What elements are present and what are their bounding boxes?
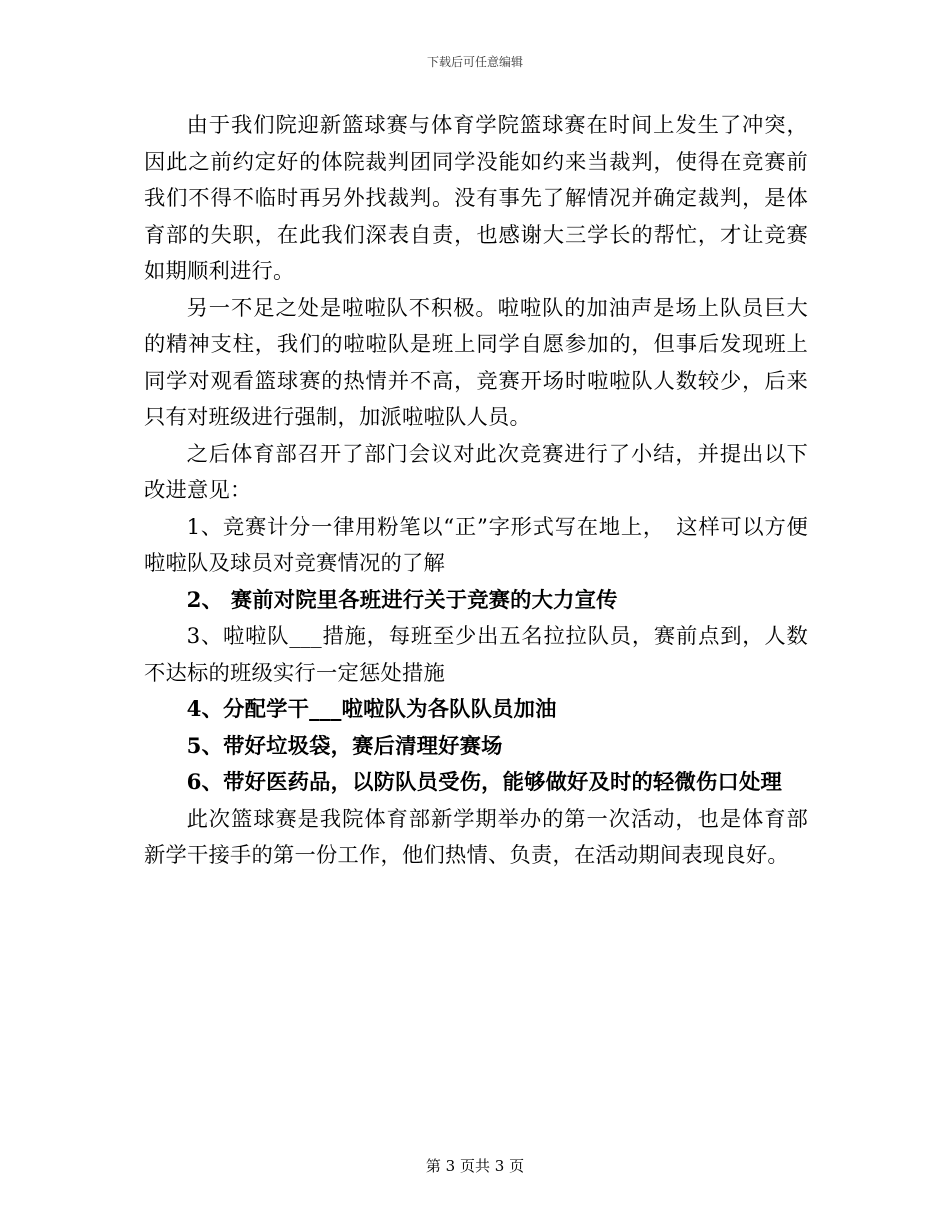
page-header: 下载后可任意编辑 [426,55,523,69]
page-footer: 第 3 页共 3 页 [425,1157,525,1175]
document-body [144,108,808,875]
list-item-assign-cadres: 4、分配学干___啦啦队为各队队员加油 [186,697,557,722]
list-item-medical-supplies: 6、带好医药品，以防队员受伤，能够做好及时的轻微伤口处理 [186,770,783,795]
paragraph-referee-conflict: 由于我们院迎新篮球赛与体育学院篮球赛在时间上发生了冲突，因此之前约定好的体院裁判团同学没能如约来当裁判，使得在竞赛前我们不得不临时再另外找裁判。没有事先了解情况并确定裁判，是体育部的失职，在此我们深表自责，也感谢大三学长的帮忙，才让竞赛如期顺利进行。 [144,113,808,284]
list-item-cheerleading-measures: 3、啦啦队___措施，每班至少出五名拉拉队员，赛前点到，人数不达标的班级实行一定惩处措施 [144,624,808,686]
list-item-scoring: 1、竞赛计分一律用粉笔以“正”字形式写在地上， 这样可以方便啦啦队及球员对竞赛情况的了解 [144,514,808,576]
paragraph-conclusion: 此次篮球赛是我院体育部新学期举办的第一次活动，也是体育部新学干接手的第一份工作，他们热情、负责，在活动期间表现良好。 [144,806,808,868]
paragraph-meeting-summary: 之后体育部召开了部门会议对此次竞赛进行了小结，并提出以下改进意见： [144,441,808,503]
paragraph-cheerleading-issue: 另一不足之处是啦啦队不积极。啦啦队的加油声是场上队员巨大的精神支柱，我们的啦啦队是班上同学自愿参加的，但事后发现班上同学对观看篮球赛的热情并不高，竞赛开场时啦啦队人数较少，后来只有对班级进行强制，加派啦啦队人员。 [144,295,808,430]
list-item-garbage-bags: 5、带好垃圾袋，赛后清理好赛场 [186,733,503,759]
list-item-publicity: 2、 赛前对院里各班进行关于竞赛的大力宣传 [186,587,618,613]
